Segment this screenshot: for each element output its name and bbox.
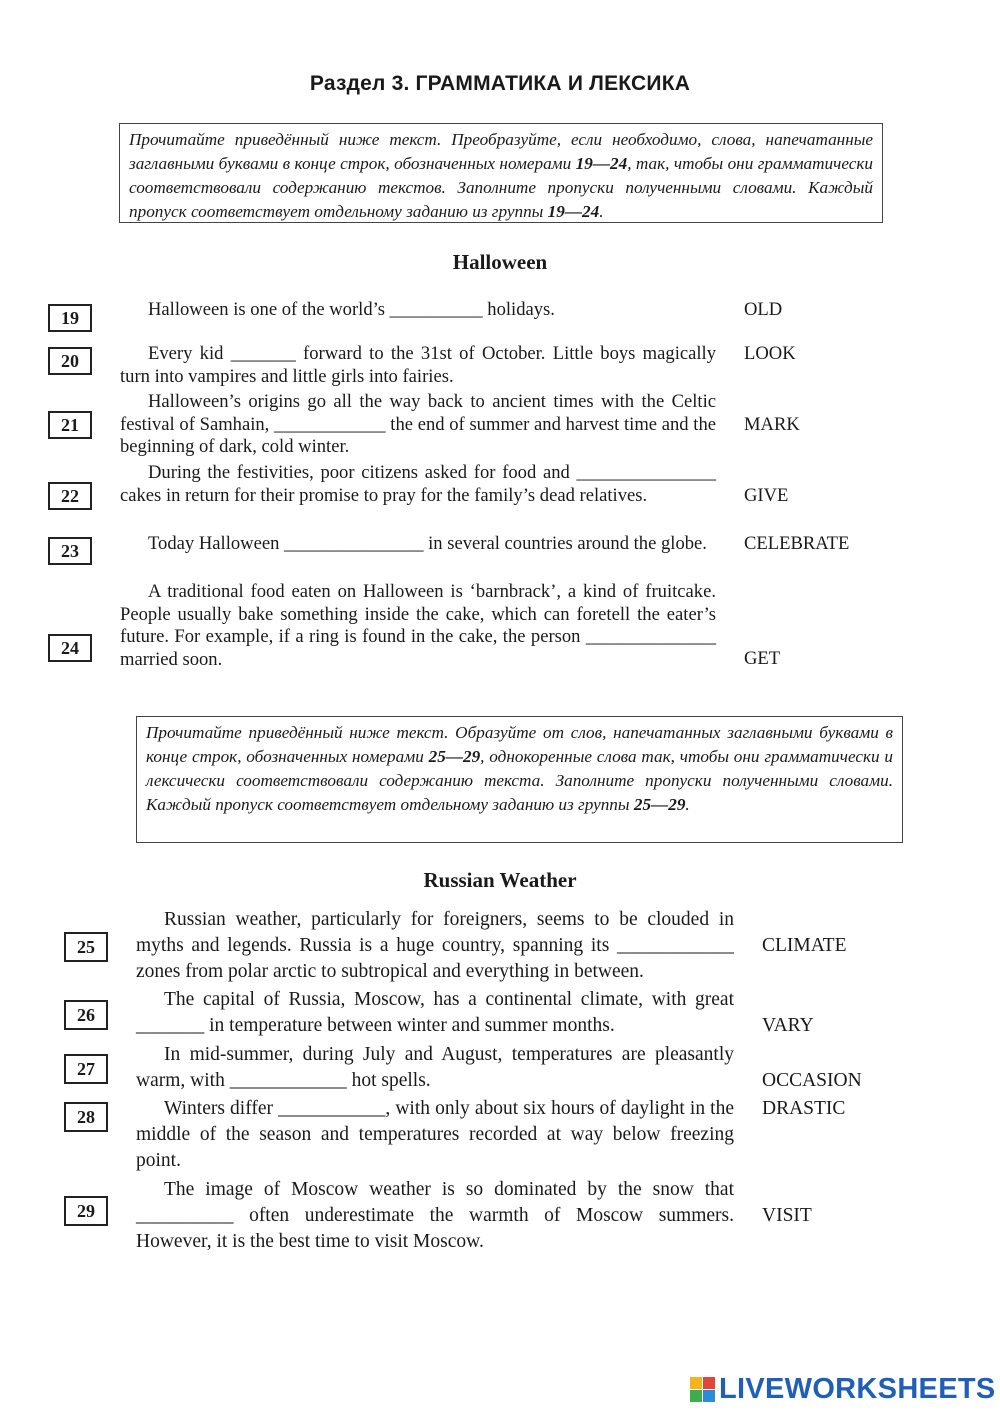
task-text-29: The image of Moscow weather is so dominated by the snow that __________ often underestimate the warmth of Moscow summers. However, it is the best time to visit Moscow.: [136, 1179, 734, 1252]
instructions-box-2: Прочитайте приведённый ниже текст. Образуйте от слов, напечатанных заглавными буквами в конце строк, обозначенных номерами 25—29, однокоренные слова так, чтобы они грамматически и лексически соответствовали содержанию текста. Заполните пропуски полученными словами. Каждый пропуск соответствует отдельному заданию из группы 25—29.: [136, 716, 903, 843]
task-word-26: VARY: [762, 1015, 814, 1036]
task-number-25: 25: [64, 932, 108, 962]
text-heading-russian-weather: Russian Weather: [423, 868, 577, 892]
logo-square-yellow: [690, 1377, 702, 1389]
task-number-29: 29: [64, 1196, 108, 1226]
task-word-22: GIVE: [744, 485, 789, 506]
task-word-20: LOOK: [744, 343, 796, 364]
task-word-19: OLD: [744, 299, 783, 320]
task-text-21: Halloween’s origins go all the way back to ancient times with the Celtic festival of Samhain, ____________ the end of summer and harvest time and the beginning of dark, cold winter.: [120, 391, 716, 457]
task-word-21: MARK: [744, 414, 800, 435]
task-number-19: 19: [48, 304, 92, 332]
task-text-26: The capital of Russia, Moscow, has a continental climate, with great _______ in temperature between winter and summer months.: [136, 989, 734, 1036]
task-number-22: 22: [48, 482, 92, 510]
task-text-20: Every kid _______ forward to the 31st of October. Little boys magically turn into vampires and little girls into fairies.: [120, 343, 716, 387]
logo-square-green: [690, 1390, 702, 1402]
task-word-25: CLIMATE: [762, 935, 847, 956]
task-number-24: 24: [48, 634, 92, 662]
liveworksheets-logo: [690, 1374, 996, 1404]
logo-square-red: [703, 1377, 715, 1389]
task-text-25: Russian weather, particularly for foreigners, seems to be clouded in myths and legends. Russia is a huge country, spanning its ____________ zones from polar arctic to subtropical and everything in between.: [136, 909, 734, 982]
task-number-28: 28: [64, 1102, 108, 1132]
task-word-28: DRASTIC: [762, 1098, 846, 1119]
task-number-21: 21: [48, 411, 92, 439]
task-number-20: 20: [48, 347, 92, 375]
task-word-29: VISIT: [762, 1205, 812, 1226]
task-word-23: CELEBRATE: [744, 533, 850, 554]
task-number-27: 27: [64, 1054, 108, 1084]
task-text-28: Winters differ ___________, with only about six hours of daylight in the middle of the season and temperatures recorded at way below freezing point.: [136, 1098, 734, 1171]
task-number-26: 26: [64, 1000, 108, 1030]
section-title: Раздел 3. ГРАММАТИКА И ЛЕКСИКА: [309, 72, 691, 95]
logo-square-blue: [703, 1390, 715, 1402]
liveworksheets-logo-icon: [690, 1377, 715, 1402]
task-text-23: Today Halloween _______________ in several countries around the globe.: [148, 533, 707, 554]
task-text-19: Halloween is one of the world’s __________ holidays.: [148, 299, 555, 320]
task-word-27: OCCASION: [762, 1070, 862, 1091]
logo-text: LIVEWORKSHEETS: [719, 1372, 996, 1405]
text-heading-halloween: Halloween: [452, 250, 548, 274]
task-text-27: In mid-summer, during July and August, temperatures are pleasantly warm, with ____________ hot spells.: [136, 1044, 734, 1091]
task-text-24: A traditional food eaten on Halloween is ‘barnbrack’, a kind of fruitcake. People usually bake something inside the cake, which can foretell the eater’s future. For example, if a ring is found in the cake, the person ______________ married soon.: [120, 581, 716, 670]
task-word-24: GET: [744, 648, 781, 669]
task-number-23: 23: [48, 537, 92, 565]
instructions-box-1: Прочитайте приведённый ниже текст. Преобразуйте, если необходимо, слова, напечатанные заглавными буквами в конце строк, обозначенных номерами 19—24, так, чтобы они грамматически соответствовали содержанию текстов. Заполните пропуски полученными словами. Каждый пропуск соответствует отдельному заданию из группы 19—24.: [119, 123, 883, 223]
task-text-22: During the festivities, poor citizens asked for food and _______________ cakes in return for their promise to pray for the family’s dead relatives.: [120, 462, 716, 506]
